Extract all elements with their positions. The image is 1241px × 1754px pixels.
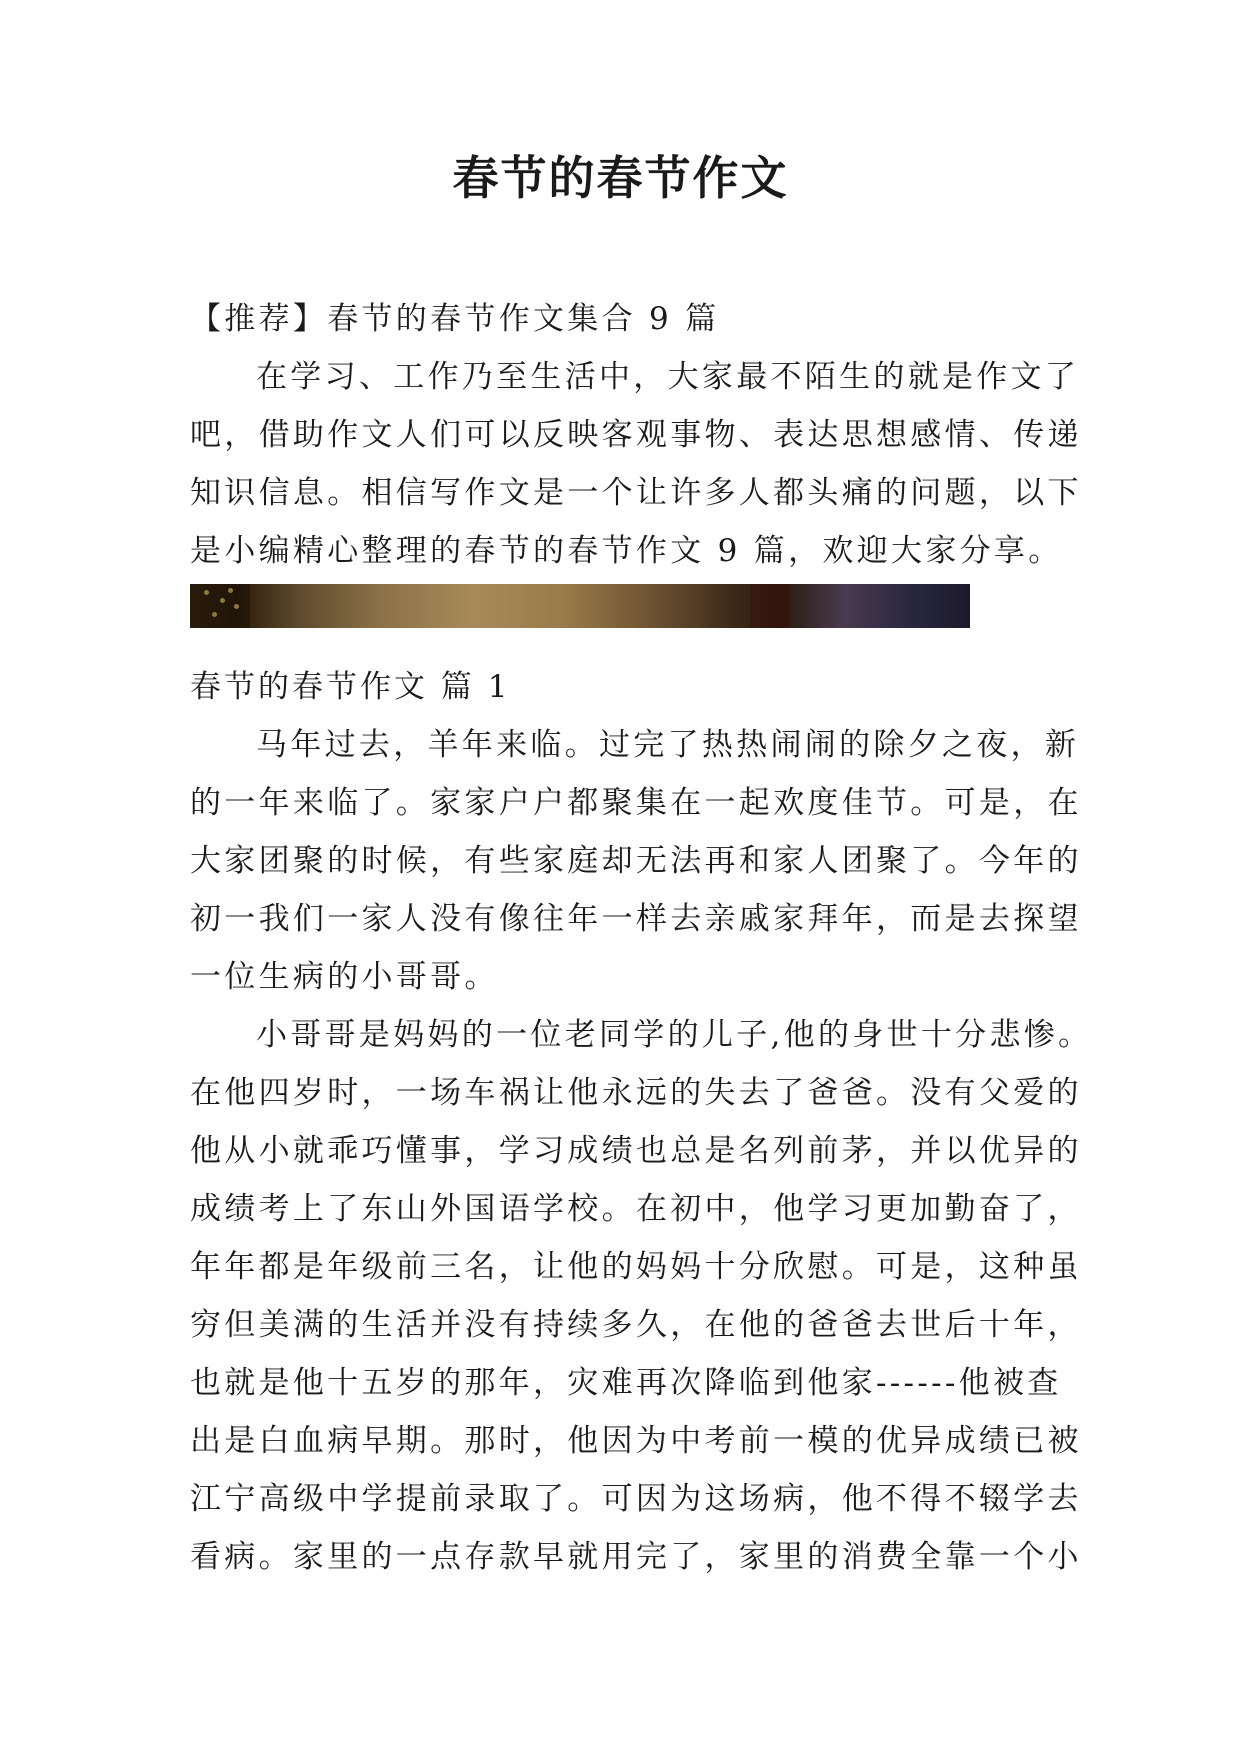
paragraph-line: 初一我们一家人没有像往年一样去亲戚家拜年，而是去探望 [190, 901, 1082, 937]
photo-shadow [190, 584, 250, 628]
essay-heading: 春节的春节作文 篇 1 [190, 669, 511, 705]
embedded-photo-strip [190, 584, 970, 628]
intro-line: 知识信息。相信写作文是一个让许多人都头痛的问题，以下 [190, 475, 1082, 511]
paragraph-line: 马年过去，羊年来临。过完了热热闹闹的除夕之夜，新 [256, 727, 1080, 763]
intro-line: 吧，借助作文人们可以反映客观事物、表达思想感情、传递 [190, 417, 1082, 453]
intro-line: 是小编精心整理的春节的春节作文 9 篇，欢迎大家分享。 [190, 533, 1063, 569]
paragraph-line: 大家团聚的时候，有些家庭却无法再和家人团聚了。今年的 [190, 843, 1082, 879]
document-body [190, 290, 1093, 1586]
paragraph-line: 穷但美满的生活并没有持续多久，在他的爸爸去世后十年， [190, 1307, 1082, 1343]
photo-shadow [750, 584, 790, 628]
document-title: 春节的春节作文 [452, 151, 789, 205]
essay-paragraph-1 [190, 716, 1082, 1006]
paragraph-line: 也就是他十五岁的那年，灾难再次降临到他家------他被查 [190, 1365, 1062, 1401]
paragraph-line: 年年都是年级前三名，让他的妈妈十分欣慰。可是，这种虽 [190, 1249, 1082, 1285]
intro-heading: 【推荐】春节的春节作文集合 9 篇 [190, 301, 720, 337]
paragraph-line: 江宁高级中学提前录取了。可因为这场病，他不得不辍学去 [190, 1481, 1082, 1517]
intro-line: 在学习、工作乃至生活中，大家最不陌生的就是作文了 [256, 359, 1080, 395]
paragraph-line: 成绩考上了东山外国语学校。在初中，他学习更加勤奋了， [190, 1191, 1082, 1227]
paragraph-line: 一位生病的小哥哥。 [190, 959, 499, 995]
paragraph-line: 在他四岁时，一场车祸让他永远的失去了爸爸。没有父爱的 [190, 1075, 1082, 1111]
paragraph-line: 看病。家里的一点存款早就用完了，家里的消费全靠一个小 [190, 1539, 1082, 1575]
intro-paragraph [190, 348, 1082, 580]
paragraph-line: 他从小就乖巧懂事，学习成绩也总是名列前茅，并以优异的 [190, 1133, 1082, 1169]
paragraph-line: 小哥哥是妈妈的一位老同学的儿子,他的身世十分悲惨。 [256, 1017, 1093, 1053]
paragraph-line: 出是白血病早期。那时，他因为中考前一模的优异成绩已被 [190, 1423, 1082, 1459]
paragraph-line: 的一年来临了。家家户户都聚集在一起欢度佳节。可是，在 [190, 785, 1082, 821]
essay-paragraph-2 [190, 1006, 1093, 1586]
